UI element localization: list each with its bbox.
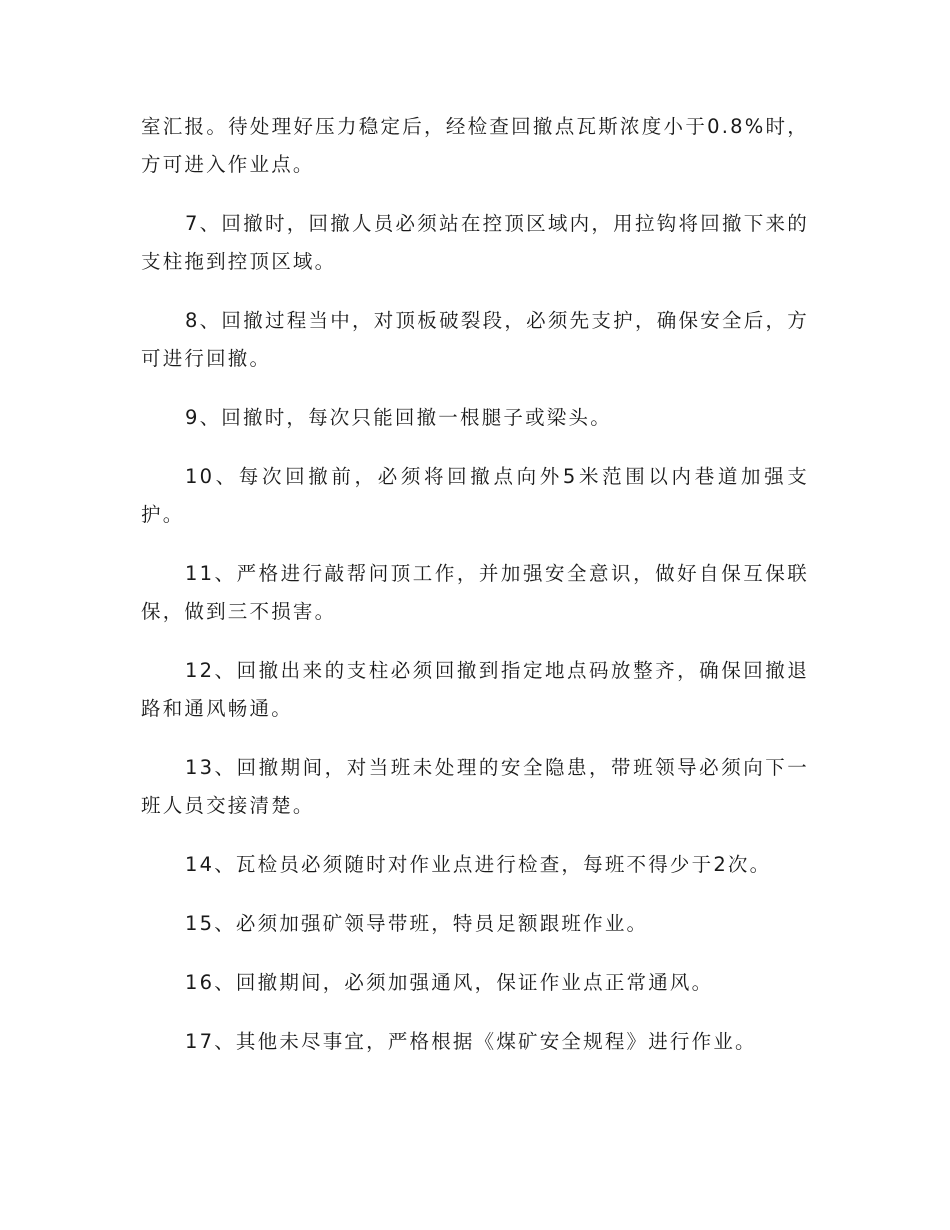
document-body: [141, 108, 809, 1082]
paragraph-item-16: 16、回撤期间，必须加强通风，保证作业点正常通风。: [185, 971, 714, 994]
paragraph-item-9: 9、回撤时，每次只能回撤一根腿子或梁头。: [185, 406, 612, 429]
paragraph-continuation: 室汇报。待处理好压力稳定后，经检查回撤点瓦斯浓度小于0.8%时，方可进入作业点。: [141, 115, 809, 176]
paragraph-item-13: 13、回撤期间，对当班未处理的安全隐患，带班领导必须向下一班人员交接清楚。: [141, 756, 809, 817]
paragraph-item-8: 8、回撤过程当中，对顶板破裂段，必须先支护，确保安全后，方可进行回撤。: [141, 309, 809, 370]
paragraph-item-11: 11、严格进行敲帮问顶工作，并加强安全意识，做好自保互保联保，做到三不损害。: [141, 562, 809, 623]
paragraph-item-7: 7、回撤时，回撤人员必须站在控顶区域内，用拉钩将回撤下来的支柱拖到控顶区域。: [141, 212, 809, 273]
paragraph-item-15: 15、必须加强矿领导带班，特员足额跟班作业。: [185, 912, 649, 935]
paragraph-item-14: 14、瓦检员必须随时对作业点进行检查，每班不得少于2次。: [185, 853, 772, 876]
paragraph-item-10: 10、每次回撤前，必须将回撤点向外5米范围以内巷道加强支护。: [141, 465, 809, 526]
paragraph-item-12: 12、回撤出来的支柱必须回撤到指定地点码放整齐，确保回撤退路和通风畅通。: [141, 659, 809, 720]
paragraph-item-17: 17、其他未尽事宜，严格根据《煤矿安全规程》进行作业。: [185, 1030, 757, 1053]
